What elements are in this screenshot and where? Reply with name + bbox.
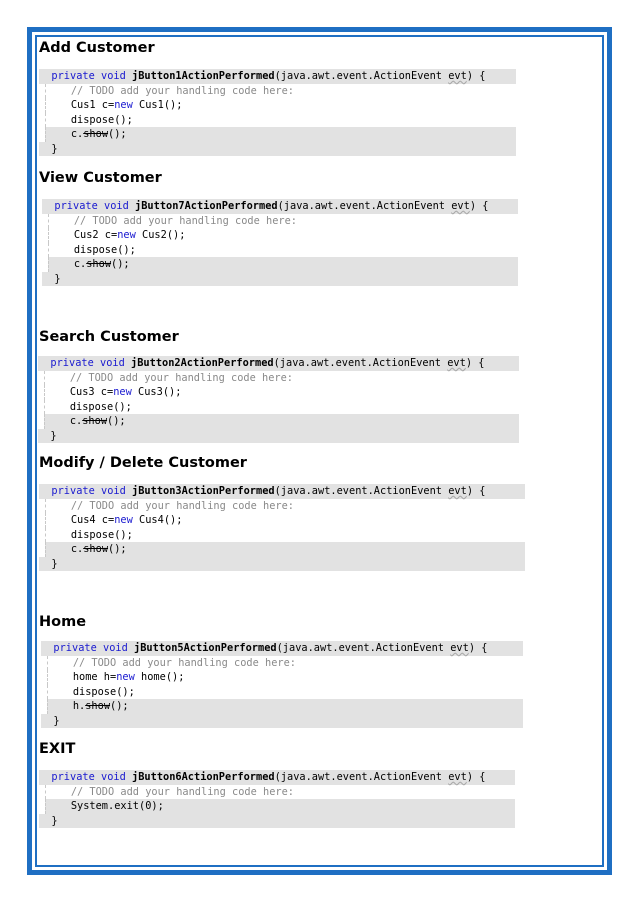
todo-comment-line [45, 499, 525, 514]
method-signature-line [39, 484, 525, 499]
section-heading: Home [39, 614, 87, 630]
closing-brace-line [39, 814, 515, 829]
param-name: evt [448, 771, 467, 783]
method-signature-line [42, 199, 518, 214]
section-heading: Modify / Delete Customer [39, 455, 247, 471]
param-name: evt [451, 200, 470, 212]
section-heading: Search Customer [39, 329, 179, 345]
new-keyword: new [117, 229, 136, 241]
method-name: jButton6ActionPerformed [132, 771, 275, 783]
code-block [41, 641, 523, 728]
code-statement: Cus1 c=new Cus1(); [70, 99, 183, 111]
todo-comment: // TODO add your handling code here: [70, 785, 294, 798]
params-prefix: (java.awt.event.ActionEvent [273, 357, 448, 369]
code-line [45, 98, 516, 113]
todo-comment: // TODO add your handling code here: [73, 214, 297, 227]
section-heading: Add Customer [39, 40, 155, 56]
code-line [47, 670, 523, 685]
code-block [39, 69, 516, 156]
todo-comment-line [44, 371, 519, 386]
deprecated-method: show [82, 415, 108, 427]
deprecated-method: show [86, 258, 112, 270]
closing-brace: } [51, 814, 58, 827]
code-line [45, 528, 525, 543]
code-line [48, 228, 518, 243]
code-block [39, 770, 515, 828]
method-signature-line [39, 69, 516, 84]
param-name: evt [448, 485, 467, 497]
code-statement: dispose(); [72, 685, 135, 698]
todo-comment-line [45, 84, 516, 99]
code-statement: Cus4 c=new Cus4(); [70, 514, 183, 526]
code-line [48, 257, 518, 272]
modifiers-keyword: private void [50, 357, 125, 369]
code-line [45, 113, 516, 128]
closing-brace-line [38, 429, 519, 444]
section-heading: EXIT [39, 741, 76, 757]
code-block [38, 356, 519, 443]
code-block [39, 484, 525, 571]
code-line [48, 243, 518, 258]
new-keyword: new [113, 386, 132, 398]
code-line [47, 699, 523, 714]
params-prefix: (java.awt.event.ActionEvent [274, 771, 449, 783]
code-block [42, 199, 518, 286]
code-statement: dispose(); [69, 400, 132, 413]
todo-comment: // TODO add your handling code here: [70, 499, 294, 512]
method-name: jButton7ActionPerformed [135, 200, 278, 212]
closing-brace: } [54, 272, 61, 285]
closing-brace: } [51, 142, 58, 155]
todo-comment-line [47, 656, 523, 671]
method-name: jButton1ActionPerformed [132, 70, 275, 82]
todo-comment-line [45, 785, 515, 800]
code-statement: c.show(); [70, 128, 127, 140]
method-signature-line [41, 641, 523, 656]
code-line [45, 542, 525, 557]
code-line [45, 799, 515, 814]
code-line [44, 400, 519, 415]
code-statement: home h=new home(); [72, 671, 185, 683]
params-suffix: ) { [466, 70, 486, 82]
code-statement: c.show(); [73, 258, 130, 270]
deprecated-method: show [83, 543, 109, 555]
code-line [44, 385, 519, 400]
method-signature-line [38, 356, 519, 371]
code-line [44, 414, 519, 429]
todo-comment: // TODO add your handling code here: [70, 84, 294, 97]
new-keyword: new [114, 514, 133, 526]
param-name: evt [448, 70, 467, 82]
modifiers-keyword: private void [51, 771, 126, 783]
code-statement: h.show(); [72, 700, 129, 712]
params-prefix: (java.awt.event.ActionEvent [277, 200, 452, 212]
closing-brace-line [39, 557, 525, 572]
method-signature-line [39, 770, 515, 785]
closing-brace-line [41, 714, 523, 729]
params-suffix: ) { [468, 642, 488, 654]
modifiers-keyword: private void [54, 200, 129, 212]
params-prefix: (java.awt.event.ActionEvent [274, 485, 449, 497]
params-prefix: (java.awt.event.ActionEvent [276, 642, 451, 654]
code-line [45, 513, 525, 528]
code-statement: c.show(); [69, 415, 126, 427]
deprecated-method: show [85, 700, 111, 712]
code-statement: dispose(); [70, 113, 133, 126]
method-name: jButton5ActionPerformed [134, 642, 277, 654]
code-line [47, 685, 523, 700]
modifiers-keyword: private void [53, 642, 128, 654]
param-name: evt [447, 357, 466, 369]
params-suffix: ) { [465, 357, 485, 369]
todo-comment: // TODO add your handling code here: [69, 371, 293, 384]
closing-brace: } [51, 557, 58, 570]
todo-comment-line [48, 214, 518, 229]
params-prefix: (java.awt.event.ActionEvent [274, 70, 449, 82]
params-suffix: ) { [466, 771, 486, 783]
new-keyword: new [116, 671, 135, 683]
todo-comment: // TODO add your handling code here: [72, 656, 296, 669]
closing-brace: } [53, 714, 60, 727]
method-name: jButton2ActionPerformed [131, 357, 274, 369]
code-statement: dispose(); [70, 528, 133, 541]
code-statement: Cus2 c=new Cus2(); [73, 229, 186, 241]
code-statement: System.exit(0); [70, 800, 164, 812]
closing-brace-line [42, 272, 518, 287]
code-statement: Cus3 c=new Cus3(); [69, 386, 182, 398]
modifiers-keyword: private void [51, 485, 126, 497]
new-keyword: new [114, 99, 133, 111]
deprecated-method: show [83, 128, 109, 140]
section-heading: View Customer [39, 170, 162, 186]
method-name: jButton3ActionPerformed [132, 485, 275, 497]
code-line [45, 127, 516, 142]
closing-brace-line [39, 142, 516, 157]
modifiers-keyword: private void [51, 70, 126, 82]
closing-brace: } [50, 429, 57, 442]
code-statement: c.show(); [70, 543, 127, 555]
params-suffix: ) { [466, 485, 486, 497]
code-statement: dispose(); [73, 243, 136, 256]
params-suffix: ) { [469, 200, 489, 212]
param-name: evt [450, 642, 469, 654]
